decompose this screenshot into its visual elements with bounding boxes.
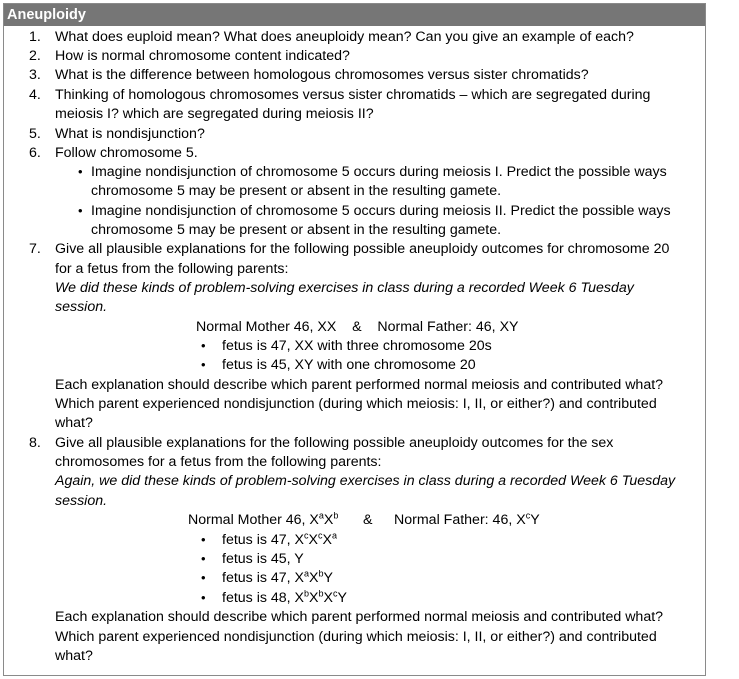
q6-bullet2-line1: Imagine nondisjunction of chromosome 5 occurs during meiosis II. Predict the possible ways (91, 203, 671, 219)
q2-text: How is normal chromosome content indicated? (55, 48, 350, 64)
q8-fetus3-bullet: • (201, 570, 206, 585)
q8-mother: Normal Mother 46, $X^aX^b$ (188, 510, 339, 528)
q7-note-line1: We did these kinds of problem-solving exercises in class during a recorded Week 6 Tuesday (55, 280, 634, 296)
q8-ampersand: & (363, 512, 373, 528)
q6-text: Follow chromosome 5. (55, 145, 198, 161)
q6-bullet1-line1: Imagine nondisjunction of chromosome 5 occurs during meiosis I. Predict the possible ways (91, 164, 667, 180)
q7-explain-line3: what? (55, 415, 93, 431)
q5-text: What is nondisjunction? (55, 126, 205, 142)
q6-bullet1: • (78, 164, 83, 179)
q7-parents: Normal Mother 46, XX & Normal Father: 46, XY (196, 319, 519, 335)
q7-fetus1-bullet: • (201, 338, 206, 353)
q7-number: 7. (29, 241, 41, 257)
q8-father: Normal Father: 46, $X^cY$ (394, 510, 540, 528)
q8-line2: chromosomes for a fetus from the following parents: (55, 454, 382, 470)
section-header: Aneuploidy (4, 4, 705, 26)
q8-explain-line3: what? (55, 648, 93, 664)
q8-note-line1: Again, we did these kinds of problem-solving exercises in class during a recorded Week 6 Tuesday (55, 473, 676, 489)
q1-text: What does euploid mean? What does aneuploidy mean? Can you give an example of each? (55, 29, 634, 45)
q1-number: 1. (29, 29, 41, 45)
q8-fetus2-bullet: • (201, 551, 206, 566)
q7-line1: Give all plausible explanations for the following possible aneuploidy outcomes for chromosome 20 (55, 241, 670, 257)
q8-fetus4: fetus is 48, $X^bX^bX^cY$ (222, 588, 347, 606)
q8-explain-line2: Which parent experienced nondisjunction (during which meiosis: I, II, or either?) and contributed (55, 629, 657, 645)
q5-number: 5. (29, 126, 41, 142)
q7-fetus2-bullet: • (201, 357, 206, 372)
q8-line1: Give all plausible explanations for the following possible aneuploidy outcomes for the sex (55, 435, 614, 451)
q3-text: What is the difference between homologous chromosomes versus sister chromatids? (55, 67, 589, 83)
q6-bullet2: • (78, 203, 83, 218)
q7-explain-line1: Each explanation should describe which parent performed normal meiosis and contributed what? (55, 377, 664, 393)
q8-note-line2: session. (55, 493, 108, 509)
q7-fetus2: fetus is 45, XY with one chromosome 20 (222, 357, 476, 373)
q6-number: 6. (29, 145, 41, 161)
q4-number: 4. (29, 87, 41, 103)
q7-note-line2: session. (55, 299, 108, 315)
q3-number: 3. (29, 67, 41, 83)
q7-line2: for a fetus from the following parents: (55, 261, 289, 277)
q2-number: 2. (29, 48, 41, 64)
q8-number: 8. (29, 435, 41, 451)
q6-bullet2-line2: chromosome 5 may be present or absent in the resulting gamete. (91, 222, 502, 238)
q8-fetus3: fetus is 47, $X^aX^bY$ (222, 568, 333, 586)
q4-line2: meiosis I? which are segregated during meiosis II? (55, 106, 374, 122)
q8-fetus4-bullet: • (201, 590, 206, 605)
q6-bullet1-line2: chromosome 5 may be present or absent in the resulting gamete. (91, 183, 502, 199)
q8-fetus1: fetus is 47, $X^cX^cX^a$ (222, 530, 337, 548)
q8-fetus1-bullet: • (201, 532, 206, 547)
q8-fetus2: fetus is 45, Y (222, 551, 304, 567)
q7-explain-line2: Which parent experienced nondisjunction (during which meiosis: I, II, or either?) and contributed (55, 396, 657, 412)
q4-line1: Thinking of homologous chromosomes versus sister chromatids – which are segregated during (55, 87, 651, 103)
q8-explain-line1: Each explanation should describe which parent performed normal meiosis and contributed what? (55, 609, 664, 625)
q7-fetus1: fetus is 47, XX with three chromosome 20s (222, 338, 492, 354)
